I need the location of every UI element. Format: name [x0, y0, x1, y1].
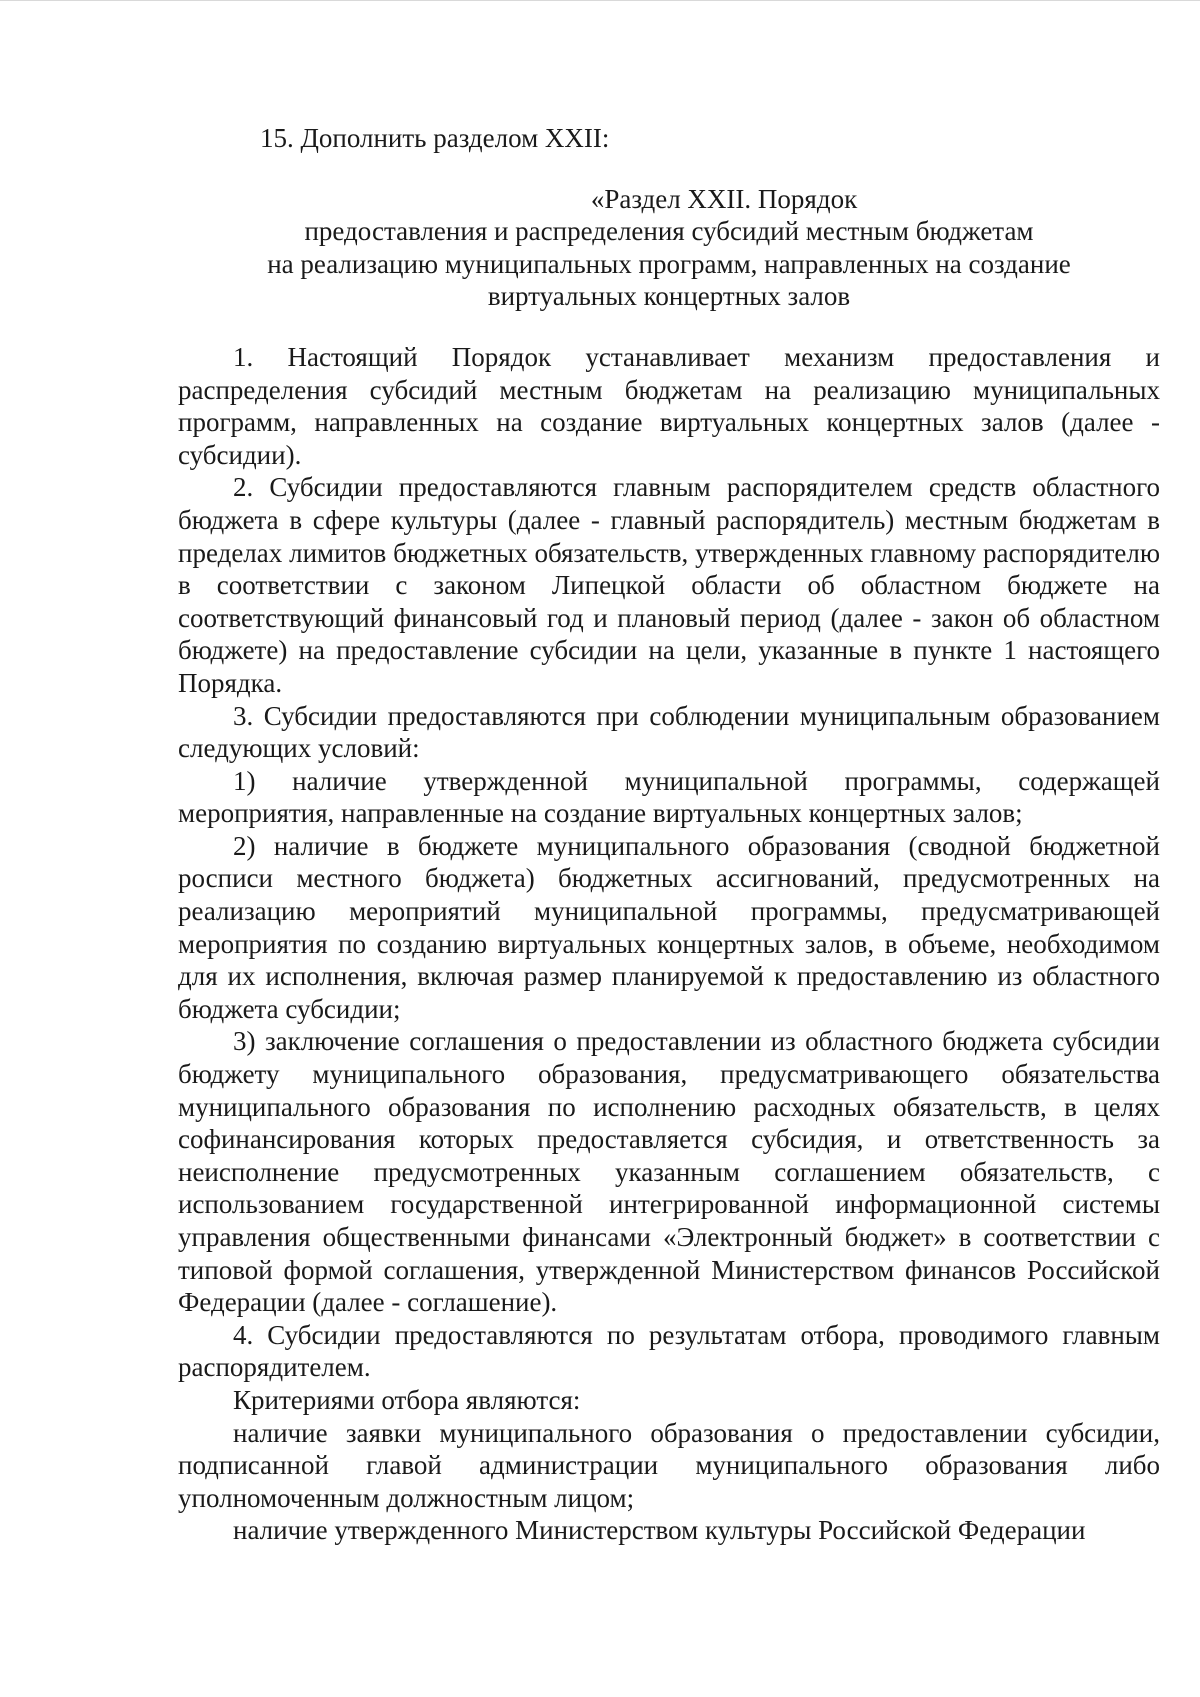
section-body: [178, 341, 1160, 1547]
paragraph-1: 1. Настоящий Порядок устанавливает механизм предоставления и распределения субсидий местным бюджетам на реализацию муниципальных программ, направленных на создание виртуальных концертных залов (далее - субсидии).: [178, 341, 1160, 470]
paragraph-3-condition-1: 1) наличие утвержденной муниципальной программы, содержащей мероприятия, направленные на создание виртуальных концертных залов;: [178, 765, 1160, 829]
paragraph-2: 2. Субсидии предоставляются главным распорядителем средств областного бюджета в сфере культуры (далее - главный распорядитель) местным бюджетам в пределах лимитов бюджетных обязательств, утвержденных главному распорядителю в соответствии с законом Липецкой области об областном бюджете на соответствующий финансовый год и плановый период (далее - закон об областном бюджете) на предоставление субсидии на цели, указанные в пункте 1 настоящего Порядка.: [178, 472, 1160, 698]
section-heading-line: виртуальных концертных залов: [487, 281, 851, 312]
paragraph-4: 4. Субсидии предоставляются по результатам отбора, проводимого главным распорядителем.: [178, 1319, 1160, 1383]
paragraph-3: 3. Субсидии предоставляются при соблюдении муниципальным образованием следующих условий:: [178, 700, 1160, 764]
selection-criterion-1: наличие заявки муниципального образования о предоставлении субсидии, подписанной главой администрации муниципального образования либо уполномоченным должностным лицом;: [178, 1417, 1160, 1513]
section-heading-line: предоставления и распределения субсидий местным бюджетам: [304, 216, 1034, 247]
selection-criterion-2: наличие утвержденного Министерством культуры Российской Федерации: [233, 1515, 1086, 1546]
paragraph-3-condition-3: 3) заключение соглашения о предоставлении из областного бюджета субсидии бюджету муниципального образования, предусматривающего обязательства муниципального образования по исполнению расходных обязательств, в целях софинансирования которых предоставляется субсидия, и ответственность за неисполнение предусмотренных указанным соглашением обязательств, с использованием государственной интегрированной информационной системы управления общественными финансами «Электронный бюджет» в соответствии с типовой формой соглашения, утвержденной Министерством финансов Российской Федерации (далее - соглашение).: [178, 1026, 1160, 1318]
page-top-edge: [0, 0, 1200, 1]
document-body: [178, 122, 1160, 1547]
paragraph-3-condition-2: 2) наличие в бюджете муниципального образования (сводной бюджетной росписи местного бюджета) бюджетных ассигнований, предусмотренных на реализацию мероприятий муниципальной программы, предусматривающей мероприятия по созданию виртуальных концертных залов, в объеме, необходимом для их исполнения, включая размер планируемой к предоставлению из областного бюджета субсидии;: [178, 830, 1160, 1024]
clause-heading: 15. Дополнить разделом XXII:: [260, 123, 610, 153]
selection-criteria-heading: Критериями отбора являются:: [233, 1384, 581, 1415]
section-heading-line: на реализацию муниципальных программ, направленных на создание: [267, 248, 1071, 279]
section-heading: [178, 183, 1160, 313]
section-heading-line: «Раздел XXII. Порядок: [590, 183, 858, 214]
